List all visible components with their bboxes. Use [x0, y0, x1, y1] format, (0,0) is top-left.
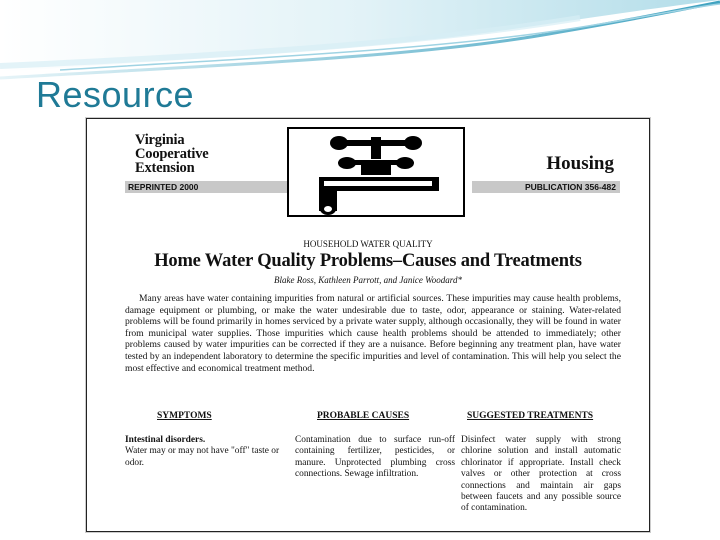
document-scan [86, 118, 650, 532]
cause-text: Contamination due to surface run-off containing fertilizer, pesticides, or manure. Unprotected plumbing cross connections. Sewage infiltration. [295, 435, 455, 480]
treatments-header: SUGGESTED TREATMENTS [467, 411, 594, 421]
symptoms-header: SYMPTOMS [157, 411, 212, 421]
publication-bar [472, 181, 620, 193]
symptoms-column [125, 435, 281, 469]
category-label: Housing [546, 153, 614, 174]
reprinted-label: REPRINTED 2000 [128, 182, 199, 192]
faucet-logo [287, 127, 465, 217]
org-name: Virginia Cooperative Extension [135, 132, 209, 176]
publication-label: PUBLICATION 356-482 [524, 182, 616, 192]
document-headline: Home Water Quality Problems–Causes and Treatments [154, 251, 582, 271]
authors: Blake Ross, Kathleen Parrott, and Janice Woodard* [274, 275, 462, 285]
causes-column [295, 435, 455, 481]
kicker: HOUSEHOLD WATER QUALITY [303, 239, 433, 249]
symptom-title: Intestinal disorders. [125, 435, 206, 445]
causes-header: PROBABLE CAUSES [317, 411, 410, 421]
reprinted-bar [125, 181, 287, 193]
symptom-text: Water may or may not have "off" taste or odor. [125, 446, 280, 468]
treatment-text: Disinfect water supply with strong chlorine solution and install automatic chlorinator if appropriate. Install check valves or other protection at cross connections and maintain air gaps between faucets and any possible source of contamination. [461, 435, 621, 514]
treatments-column [461, 435, 621, 515]
faucet-icon [289, 129, 463, 215]
intro-paragraph: Many areas have water containing impurities from natural or artificial sources. These impurities may cause health problems, damage equipment or plumbing, or make the water undesirable due to taste, odor, appearance or staining. Water-related problems will be found primarily in homes serviced by a private water supply, although occasionally, they will be found in water from municipal water supplies. Those impurities which cause health problems should be attended to immediately; other problems caused by water impurities can be corrected if they are a nuisance. Before beginning any treatment plan, have water tested by an independent laboratory to determine the specific impurities and level of contamination. This will help you select the most effective and economical treatment method. [125, 293, 621, 374]
slide-title: Resource [36, 74, 195, 115]
